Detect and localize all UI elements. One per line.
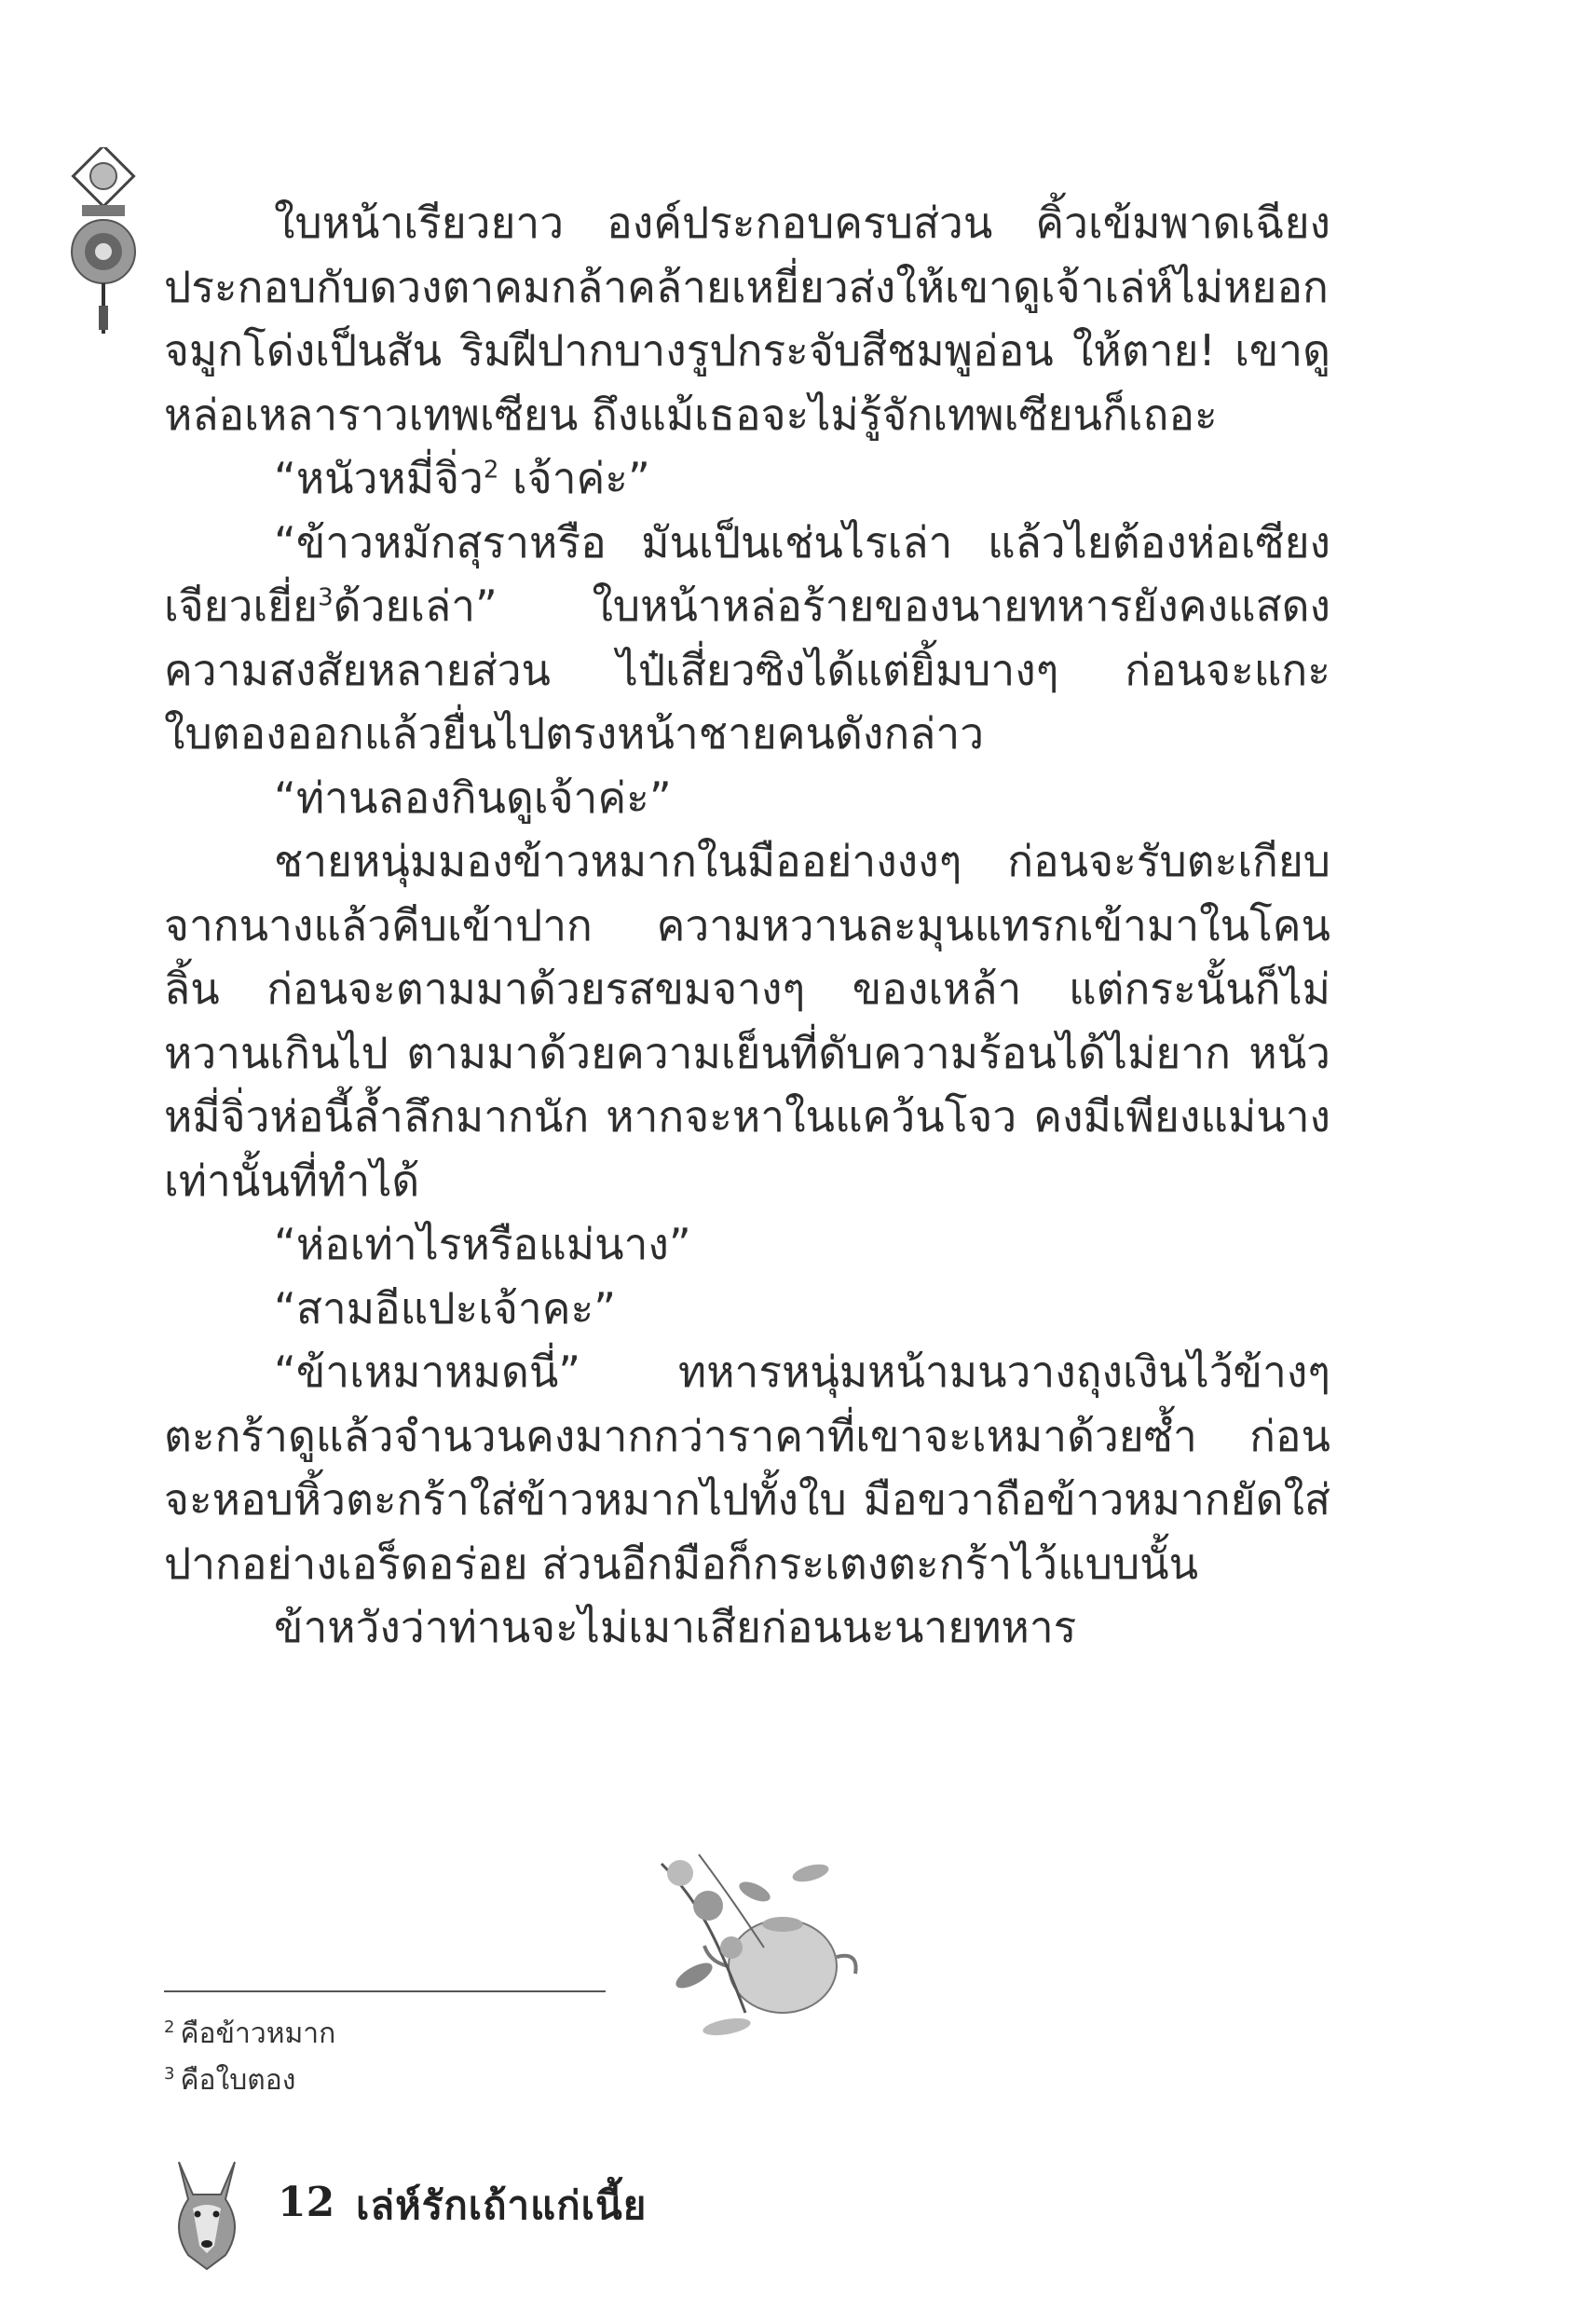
paragraph: ชายหนุ่มมองข้าวหมากในมืออย่างงงๆ ก่อนจะรับตะเกียบจากนางแล้วคีบเข้าปาก ความหวานละมุนแทรกเข้ามาในโคนลิ้น ก่อนจะตามมาด้วยรสขมจางๆ ของเหล้า แต่กระนั้นก็ไม่หวานเกินไป ตามมาด้วยความเย็นที่ดับความร้อนได้ไม่ยาก หนัวหมี่จิ่วห่อนี้ล้ำลึกมากนัก หากจะหาในแคว้นโจว คงมีเพียงแม่นางเท่านั้นที่ทำได้ xyxy=(164,836,1330,1206)
footnotes xyxy=(164,2011,335,2104)
paragraph: “ท่านลองกินดูเจ้าค่ะ” xyxy=(274,772,672,823)
footnote-ref: 2 xyxy=(483,456,499,485)
page-number: 12 xyxy=(278,2179,335,2226)
book-title: เล่ห์รักเถ้าแก่เนี้ย xyxy=(356,2182,648,2228)
paragraph: “ห่อเท่าไรหรือแม่นาง” xyxy=(274,1219,691,1269)
wolf-head-icon xyxy=(160,2143,253,2274)
paragraph: “ข้าเหมาหมดนี่” ทหารหนุ่มหน้ามนวางถุงเงินไว้ข้างๆ ตะกร้าดูแล้วจำนวนคงมากกว่าราคาที่เขาจะเหมาด้วยซ้ำ ก่อนจะหอบหิ้วตะกร้าใส่ข้าวหมากไปทั้งใบ มือขวาถือข้าวหมากยัดใส่ปากอย่างเอร็ดอร่อย ส่วนอีกมือก็กระเตงตะกร้าไว้แบบนั้น xyxy=(164,1347,1330,1589)
paragraph: “ข้าวหมักสุราหรือ มันเป็นเช่นไรเล่า แล้วไยต้องห่อเซียงเจียวเยี่ย$^3$ด้วยเล่า” ใบหน้าหล่อร้ายของนายทหารยังคงแสดงความสงสัยหลายส่วน ไป๋เสี่ยวซิงได้แต่ยิ้มบางๆ ก่อนจะแกะใบตองออกแล้วยื่นไปตรงหน้าชายคนดังกล่าว xyxy=(164,516,1330,759)
footnote-divider xyxy=(164,1990,606,1992)
paragraph: “สามอีแปะเจ้าคะ” xyxy=(274,1282,617,1333)
paragraph: ข้าหวังว่าท่านจะไม่เมาเสียก่อนนะนายทหาร xyxy=(274,1602,1077,1652)
paragraph: “หนัวหมี่จิ่ว$^2$ เจ้าค่ะ” xyxy=(274,453,650,503)
footnote: $^2$ คือข้าวหมาก xyxy=(164,2017,336,2050)
body-text xyxy=(164,191,1330,1660)
chinese-knot-ornament-icon xyxy=(61,147,145,343)
footnote: $^3$ คือใบตอง xyxy=(164,2064,296,2097)
flower-teapot-illustration xyxy=(643,1836,866,2059)
footnote-ref: 3 xyxy=(318,583,334,612)
paragraph: ใบหน้าเรียวยาว องค์ประกอบครบส่วน คิ้วเข้มพาดเฉียงประกอบกับดวงตาคมกล้าคล้ายเหยี่ยวส่งให้เขาดูเจ้าเล่ห์ไม่หยอก จมูกโด่งเป็นสัน ริมฝีปากบางรูปกระจับสีชมพูอ่อน ให้ตาย! เขาดูหล่อเหลาราวเทพเซียน ถึงแม้เธอจะไม่รู้จักเทพเซียนก็เถอะ xyxy=(164,198,1330,440)
